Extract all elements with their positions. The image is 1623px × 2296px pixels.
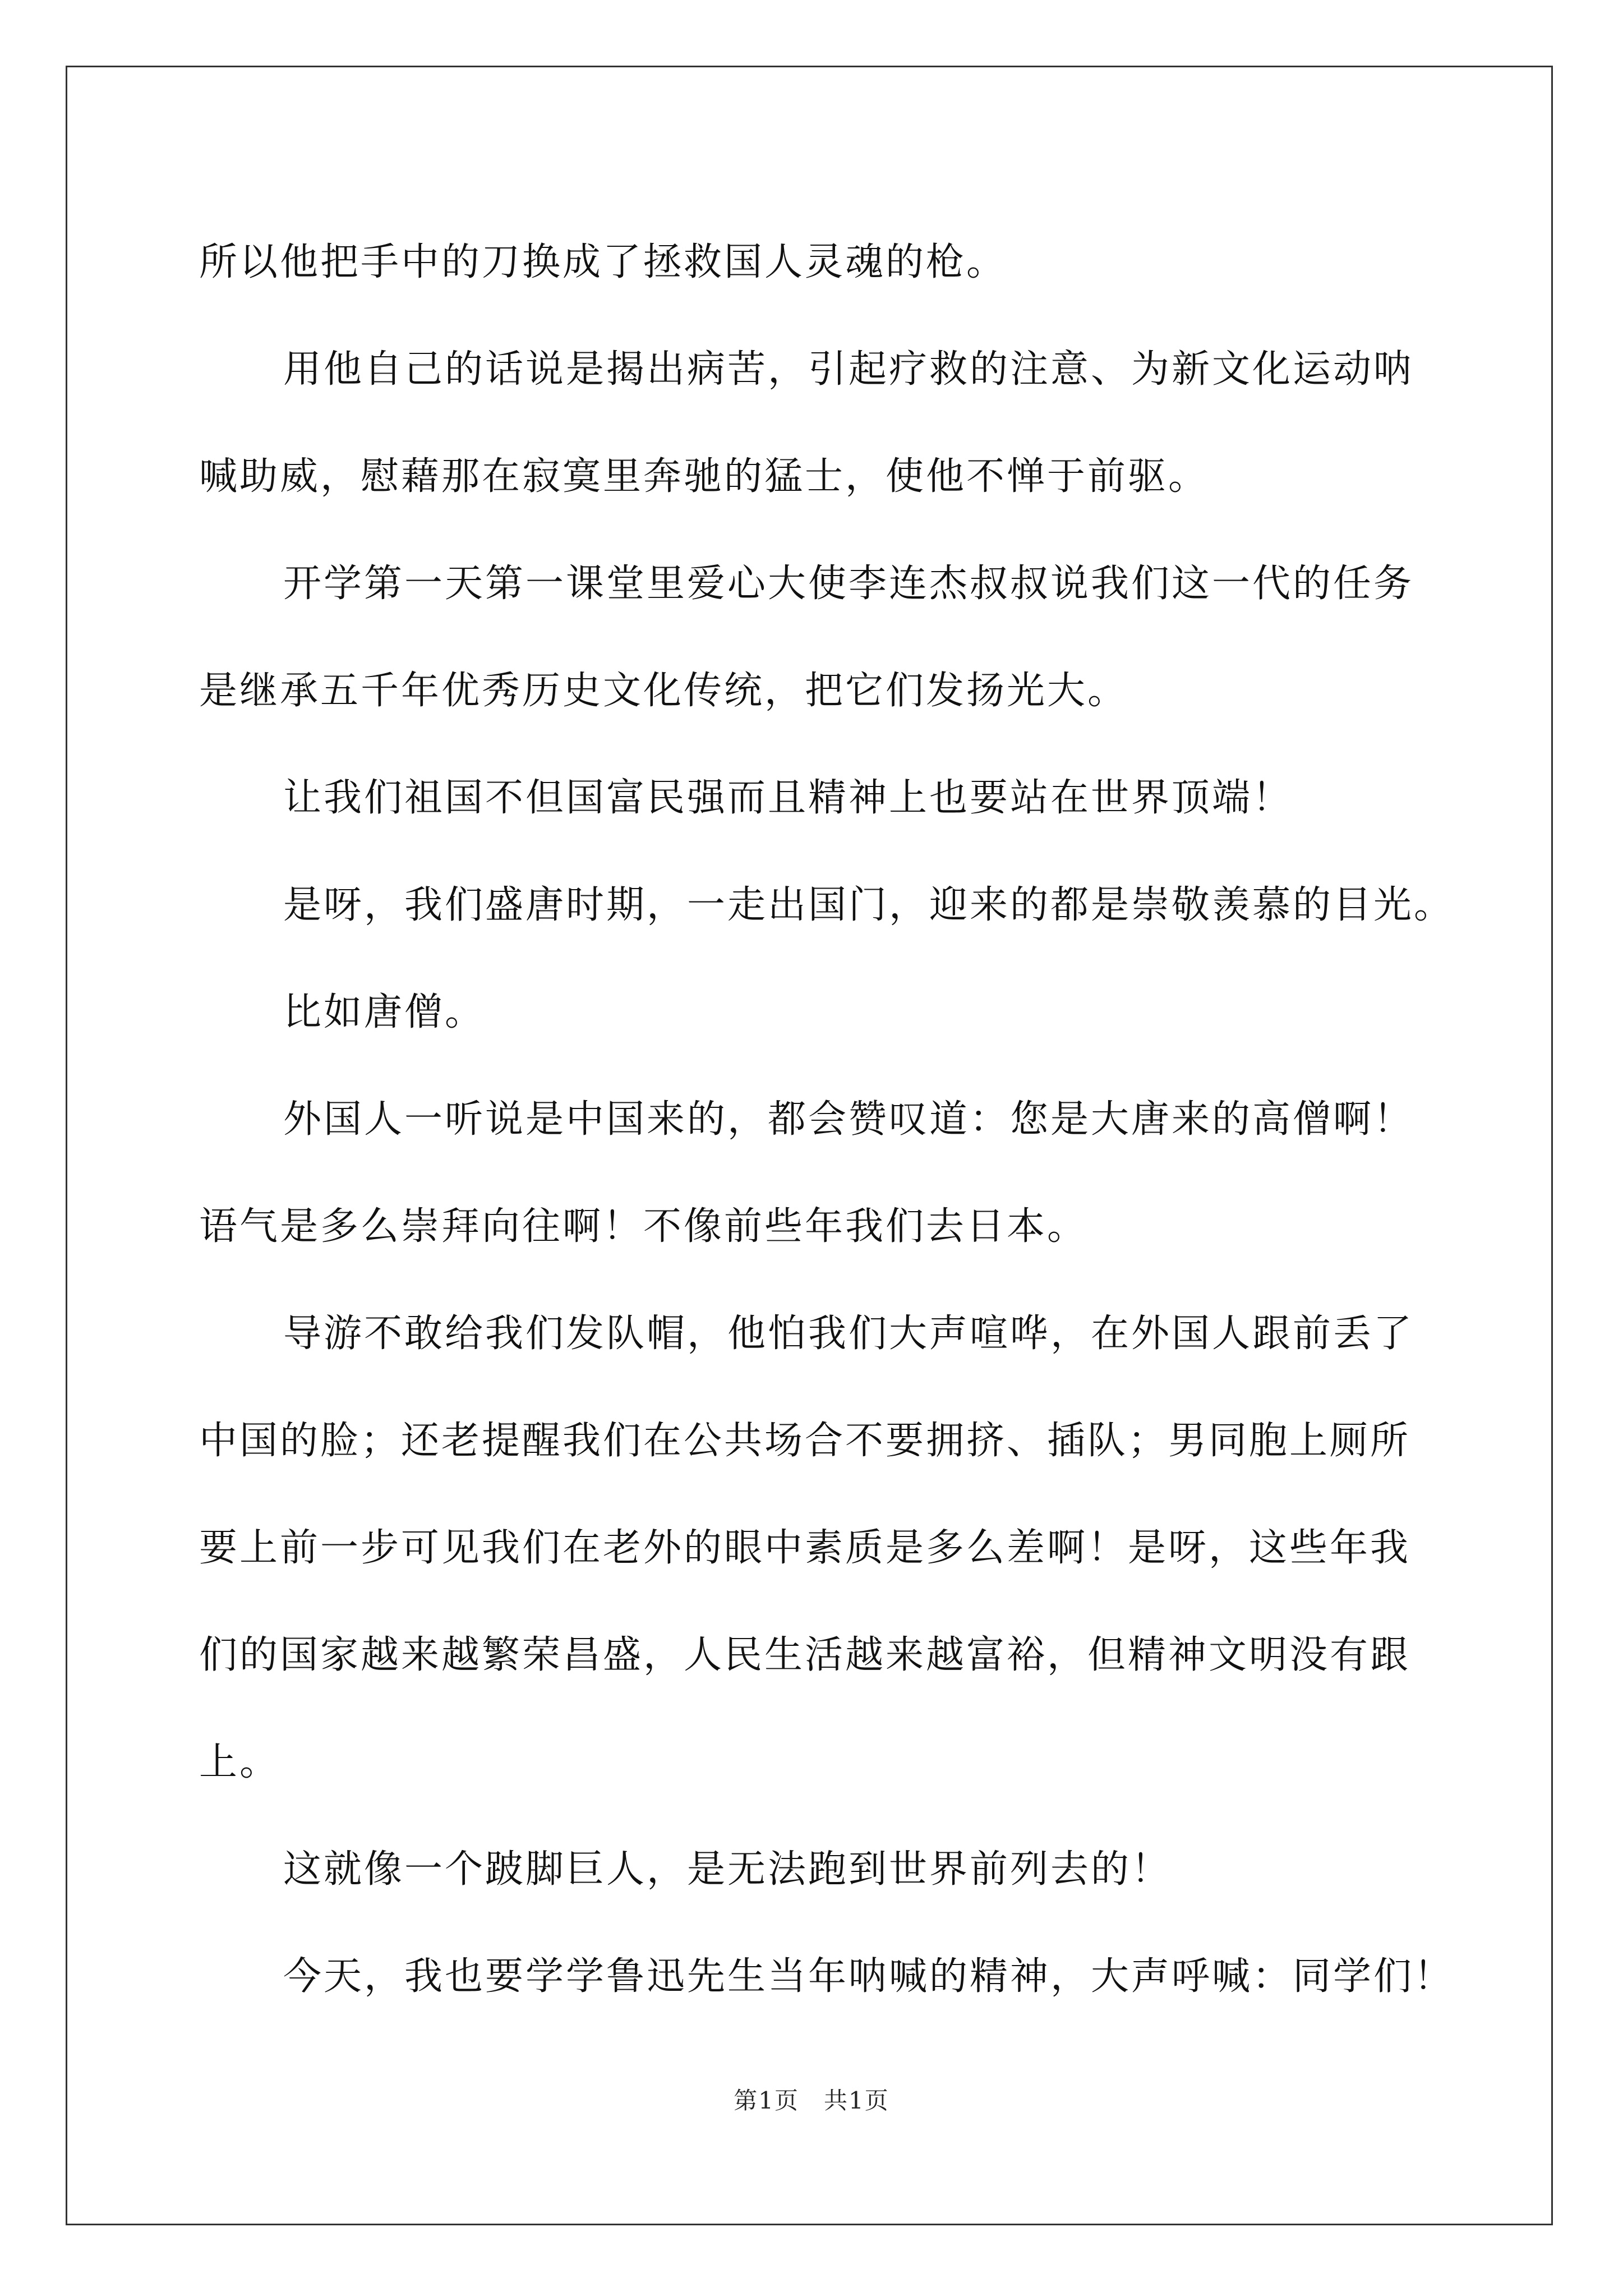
text-line: 是呀，我们盛唐时期，一走出国门，迎来的都是崇敬羡慕的目光。 [283, 883, 1455, 927]
text-line: 外国人一听说是中国来的，都会赞叹道：您是大唐来的高僧啊！ [283, 1097, 1414, 1142]
text-line: 开学第一天第一课堂里爱心大使李连杰叔叔说我们这一代的任务 [283, 562, 1414, 606]
text-line: 所以他把手中的刀换成了拯救国人灵魂的枪。 [199, 240, 1007, 284]
text-line: 是继承五千年优秀历史文化传统，把它们发扬光大。 [199, 669, 1128, 713]
text-line: 上。 [199, 1740, 280, 1784]
document-body [199, 209, 1455, 2030]
text-line: 语气是多么崇拜向往啊！不像前些年我们去日本。 [199, 1204, 1088, 1249]
text-line: 要上前一步可见我们在老外的眼中素质是多么差啊！是呀，这些年我 [199, 1526, 1411, 1570]
text-line: 导游不敢给我们发队帽，他怕我们大声喧哗，在外国人跟前丢了 [283, 1312, 1414, 1356]
page-footer: 第1页 共1页 [734, 2087, 889, 2114]
text-line: 中国的脸；还老提醒我们在公共场合不要拥挤、插队；男同胞上厕所 [199, 1419, 1411, 1463]
text-line: 比如唐僧。 [283, 990, 486, 1034]
text-line: 今天，我也要学学鲁迅先生当年呐喊的精神，大声呼喊：同学们！ [283, 1954, 1455, 1999]
text-line: 喊助威，慰藉那在寂寞里奔驰的猛士，使他不惮于前驱。 [199, 454, 1209, 499]
text-line: 们的国家越来越繁荣昌盛，人民生活越来越富裕，但精神文明没有跟 [199, 1633, 1411, 1677]
text-line: 让我们祖国不但国富民强而且精神上也要站在世界顶端！ [283, 776, 1293, 820]
text-line: 用他自己的话说是揭出病苦，引起疗救的注意、为新文化运动呐 [283, 347, 1414, 392]
text-line: 这就像一个跛脚巨人，是无法跑到世界前列去的！ [283, 1847, 1172, 1892]
